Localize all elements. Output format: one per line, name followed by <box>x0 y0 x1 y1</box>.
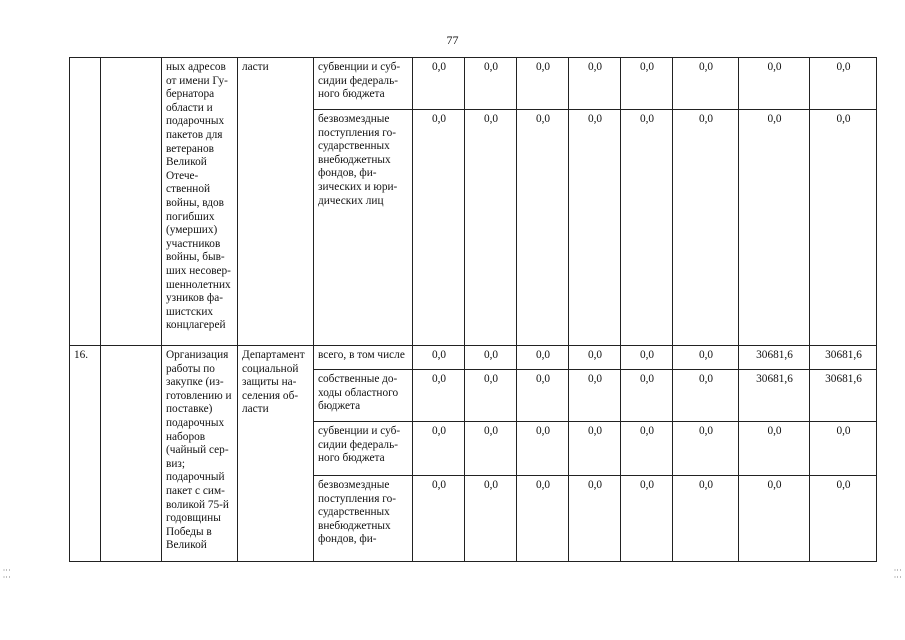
table-row <box>70 346 877 370</box>
value-cell: 0,0 <box>465 370 517 422</box>
value-cell: 0,0 <box>810 110 877 346</box>
value-cell: 0,0 <box>517 110 569 346</box>
row-number-cell <box>70 58 101 346</box>
code-cell <box>101 346 162 562</box>
value-cell: 0,0 <box>569 476 621 562</box>
value-cell: 0,0 <box>465 422 517 476</box>
value-cell: 0,0 <box>569 370 621 422</box>
value-cell: 0,0 <box>517 476 569 562</box>
value-cell: 0,0 <box>517 58 569 110</box>
code-cell <box>101 58 162 346</box>
funding-source: безвозмездные поступления го- сударственных внебюджетных фондов, фи- <box>314 476 413 562</box>
value-cell: 0,0 <box>739 476 810 562</box>
value-cell: 0,0 <box>413 370 465 422</box>
value-cell: 0,0 <box>569 110 621 346</box>
funding-source: безвозмездные поступления го- сударственных внебюджетных фондов, фи- зических и юри- дических лиц <box>314 110 413 346</box>
funding-source: субвенции и суб- сидии федераль- ного бюджета <box>314 58 413 110</box>
value-cell: 0,0 <box>517 346 569 370</box>
executor-cell: Департамент социальной защиты на- селения об- ласти <box>238 346 314 562</box>
value-cell: 0,0 <box>673 110 739 346</box>
page-number: 77 <box>446 33 459 47</box>
measure-description: Организация работы по закупке (из- готовлению и поставке) подарочных наборов (чайный сер- виз; подарочный пакет с сим- воликой 75-й годовщины Победы в Великой <box>162 346 238 562</box>
value-cell: 0,0 <box>569 346 621 370</box>
value-cell: 0,0 <box>413 346 465 370</box>
value-cell: 0,0 <box>465 58 517 110</box>
row-number-cell: 16. <box>70 346 101 562</box>
scan-edge-mark-left: ⋮⋮ <box>2 566 11 580</box>
executor-cell: ласти <box>238 58 314 346</box>
value-cell: 0,0 <box>413 110 465 346</box>
value-cell: 0,0 <box>621 370 673 422</box>
measure-description: ных адресов от имени Гу- бернатора области и подарочных пакетов для ветеранов Великой Отече- ственной войны, вдов погибших (умерших) участников войны, быв- ших несовер- шеннолетних узников фа- шистских концлагерей <box>162 58 238 346</box>
value-cell: 0,0 <box>569 422 621 476</box>
value-cell: 0,0 <box>621 58 673 110</box>
funding-source: субвенции и суб- сидии федераль- ного бюджета <box>314 422 413 476</box>
table-row <box>70 58 877 110</box>
funding-source: всего, в том числе <box>314 346 413 370</box>
value-cell: 0,0 <box>673 370 739 422</box>
scan-edge-mark-right: ⋮⋮ <box>893 566 902 580</box>
value-cell: 0,0 <box>810 422 877 476</box>
value-cell: 0,0 <box>465 110 517 346</box>
value-cell: 0,0 <box>739 422 810 476</box>
value-cell: 0,0 <box>673 346 739 370</box>
value-cell: 0,0 <box>465 346 517 370</box>
value-cell: 0,0 <box>673 58 739 110</box>
funding-source: собственные до- ходы областного бюджета <box>314 370 413 422</box>
value-cell: 0,0 <box>673 476 739 562</box>
value-cell: 0,0 <box>569 58 621 110</box>
value-cell: 0,0 <box>621 476 673 562</box>
budget-table <box>69 57 877 562</box>
value-cell: 0,0 <box>413 58 465 110</box>
value-cell: 0,0 <box>739 110 810 346</box>
value-cell: 30681,6 <box>810 346 877 370</box>
value-cell: 0,0 <box>413 476 465 562</box>
value-cell: 0,0 <box>673 422 739 476</box>
value-cell: 0,0 <box>810 58 877 110</box>
value-cell: 0,0 <box>517 370 569 422</box>
value-cell: 0,0 <box>621 110 673 346</box>
value-cell: 30681,6 <box>739 370 810 422</box>
value-cell: 0,0 <box>413 422 465 476</box>
value-cell: 0,0 <box>739 58 810 110</box>
value-cell: 0,0 <box>621 422 673 476</box>
value-cell: 0,0 <box>621 346 673 370</box>
value-cell: 30681,6 <box>810 370 877 422</box>
value-cell: 0,0 <box>465 476 517 562</box>
value-cell: 30681,6 <box>739 346 810 370</box>
value-cell: 0,0 <box>810 476 877 562</box>
value-cell: 0,0 <box>517 422 569 476</box>
